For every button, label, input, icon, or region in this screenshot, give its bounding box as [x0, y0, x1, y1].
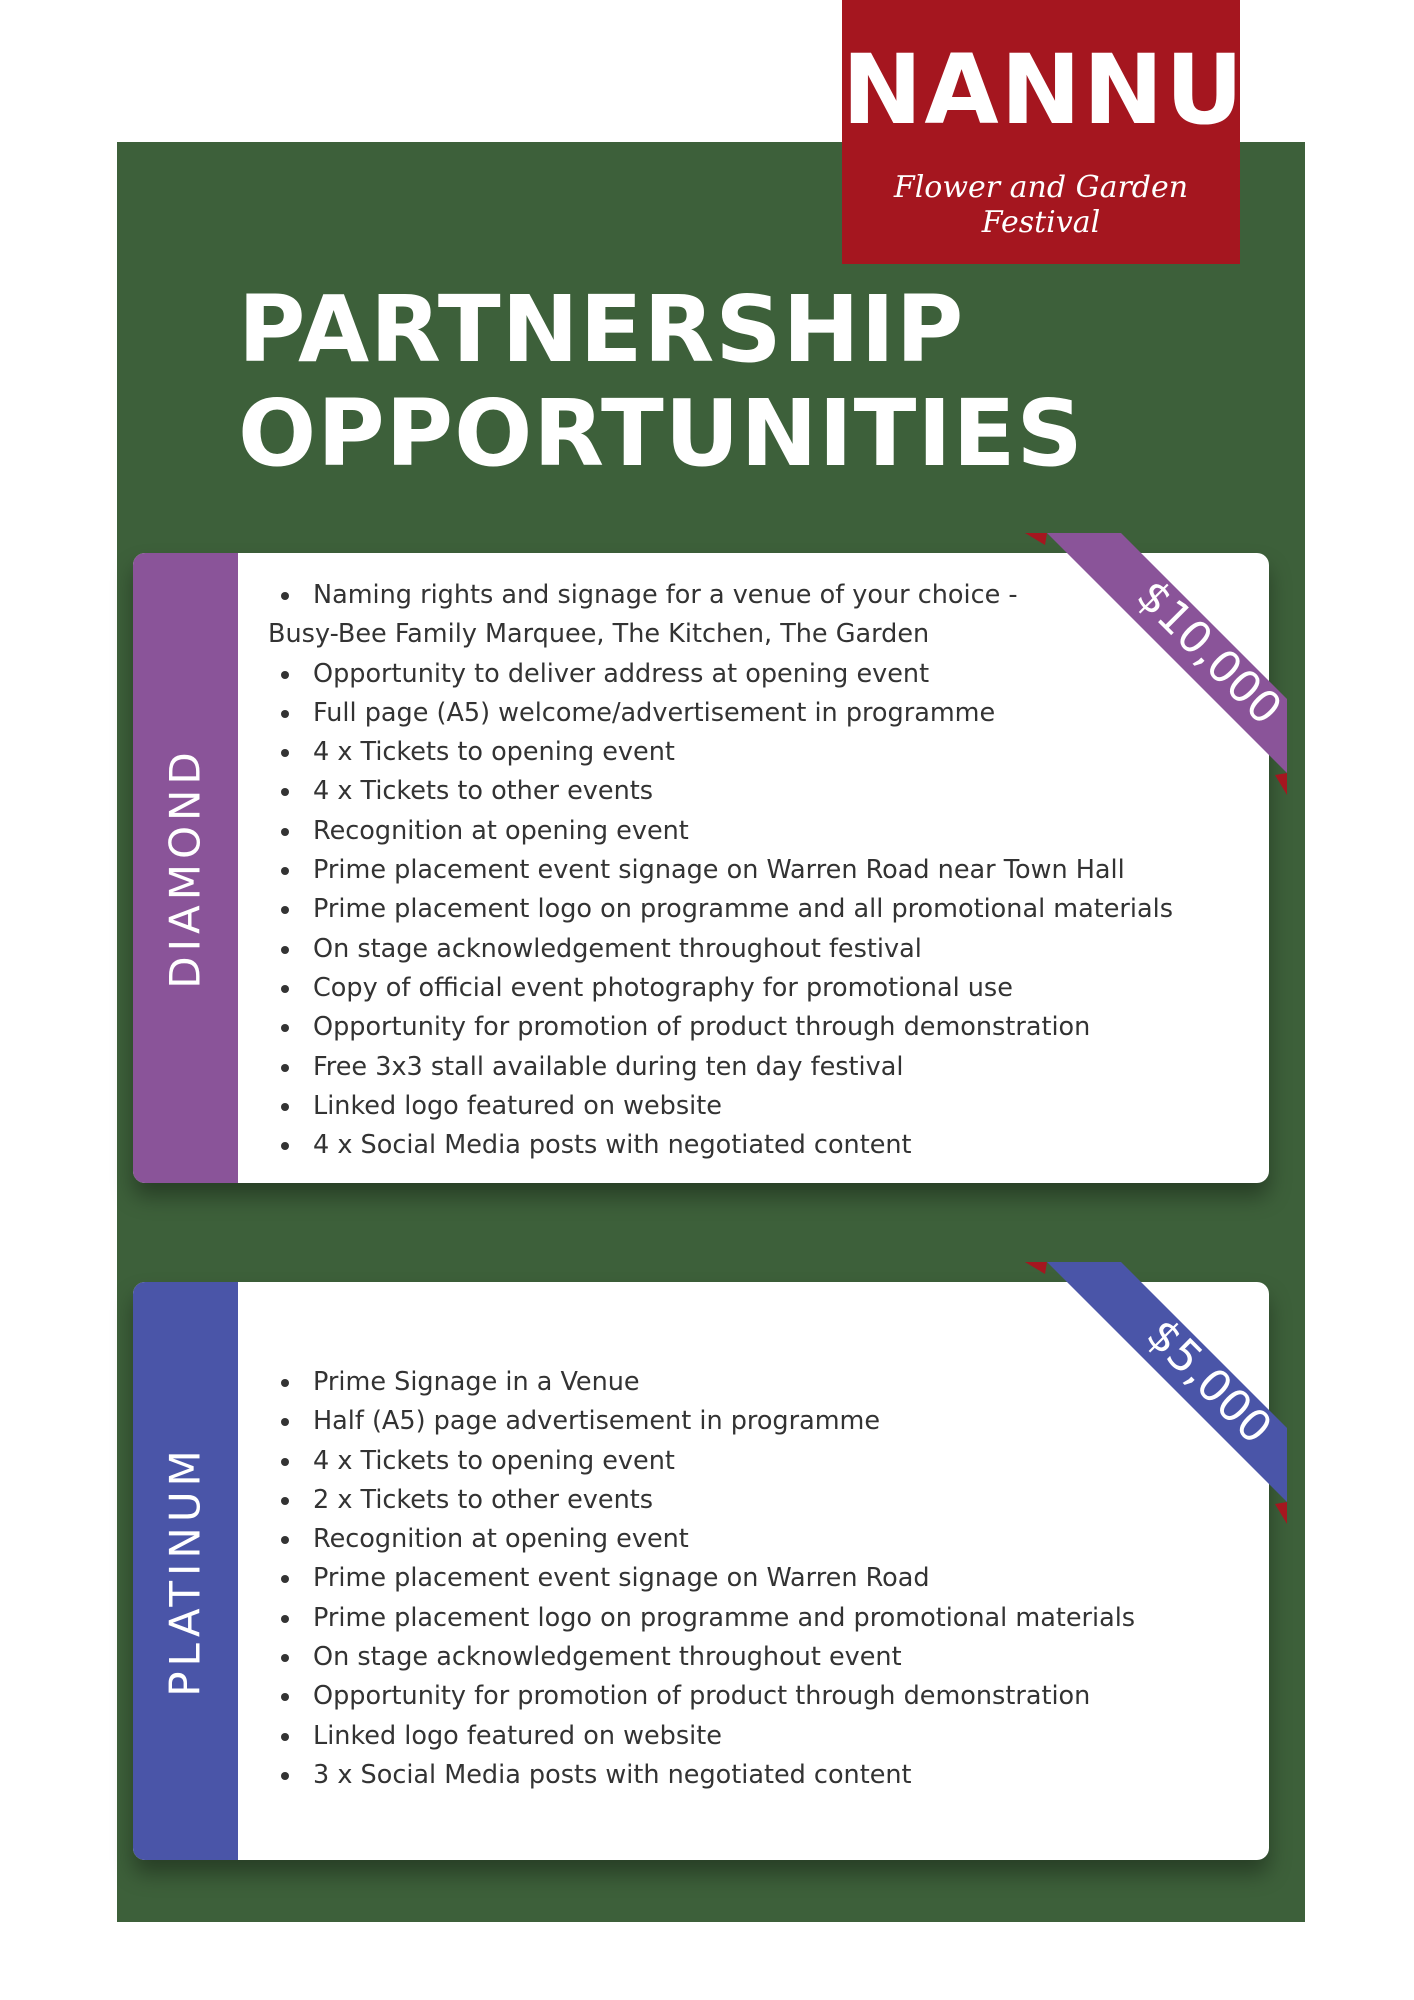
- benefit-item: Recognition at opening event: [268, 812, 1239, 851]
- benefit-item: Prime placement event signage on Warren Road: [268, 1559, 1239, 1598]
- benefit-item: 2 x Tickets to other events: [268, 1481, 1239, 1520]
- benefit-item: Recognition at opening event: [268, 1520, 1239, 1559]
- benefit-item: Free 3x3 stall available during ten day festival: [268, 1048, 1239, 1087]
- benefit-text-continued: Busy-Bee Family Marquee, The Kitchen, The Garden: [268, 619, 930, 650]
- tier-card-diamond: [133, 553, 1292, 1183]
- benefit-item: 4 x Tickets to other events: [268, 772, 1239, 811]
- title-line-2: OPPORTUNITIES: [238, 380, 1084, 487]
- price-ribbon: [1025, 533, 1292, 815]
- benefit-text: Naming rights and signage for a venue of your choice -: [313, 580, 1018, 610]
- benefit-item: 4 x Tickets to opening event: [268, 733, 1239, 772]
- logo-name: NANNUP: [842, 34, 1318, 146]
- benefit-item: 4 x Social Media posts with negotiated content: [268, 1126, 1239, 1165]
- benefit-item: Prime placement event signage on Warren Road near Town Hall: [268, 851, 1239, 890]
- benefit-item: Prime placement logo on programme and all promotional materials: [268, 890, 1239, 929]
- festival-logo: [842, 0, 1318, 264]
- tier-strip: [133, 553, 238, 1183]
- benefit-item: Opportunity for promotion of product through demonstration: [268, 1677, 1239, 1716]
- tier-card-platinum: [133, 1282, 1282, 1860]
- tier-strip: [133, 1282, 238, 1860]
- price-ribbon: [1025, 1262, 1287, 1544]
- benefit-item: Opportunity to deliver address at opening event: [268, 655, 1239, 694]
- benefit-item: Prime placement logo on programme and promotional materials: [268, 1599, 1239, 1638]
- tier-name: PLATINUM: [160, 1445, 210, 1697]
- benefit-item: Half (A5) page advertisement in programme: [268, 1402, 1239, 1441]
- benefit-item: On stage acknowledgement throughout event: [268, 1638, 1239, 1677]
- benefit-item: Copy of official event photography for promotional use: [268, 969, 1239, 1008]
- benefit-item: Linked logo featured on website: [268, 1717, 1239, 1756]
- page-title: [238, 278, 1084, 486]
- benefit-item: Linked logo featured on website: [268, 1087, 1239, 1126]
- benefit-item: 4 x Tickets to opening event: [268, 1442, 1239, 1481]
- benefit-item: 3 x Social Media posts with negotiated content: [268, 1756, 1239, 1795]
- benefit-item: Full page (A5) welcome/advertisement in programme: [268, 694, 1239, 733]
- benefit-item: Opportunity for promotion of product through demonstration: [268, 1008, 1239, 1047]
- tier-price: $5,000: [1136, 1309, 1282, 1454]
- title-line-1: PARTNERSHIP: [238, 276, 965, 383]
- benefit-item: On stage acknowledgement throughout festival: [268, 930, 1239, 969]
- tier-name: DIAMOND: [160, 747, 210, 989]
- logo-tagline: Flower and Garden Festival: [893, 170, 1189, 240]
- tier-price: $10,000: [1126, 570, 1292, 735]
- benefit-item: Prime Signage in a Venue: [268, 1363, 1239, 1402]
